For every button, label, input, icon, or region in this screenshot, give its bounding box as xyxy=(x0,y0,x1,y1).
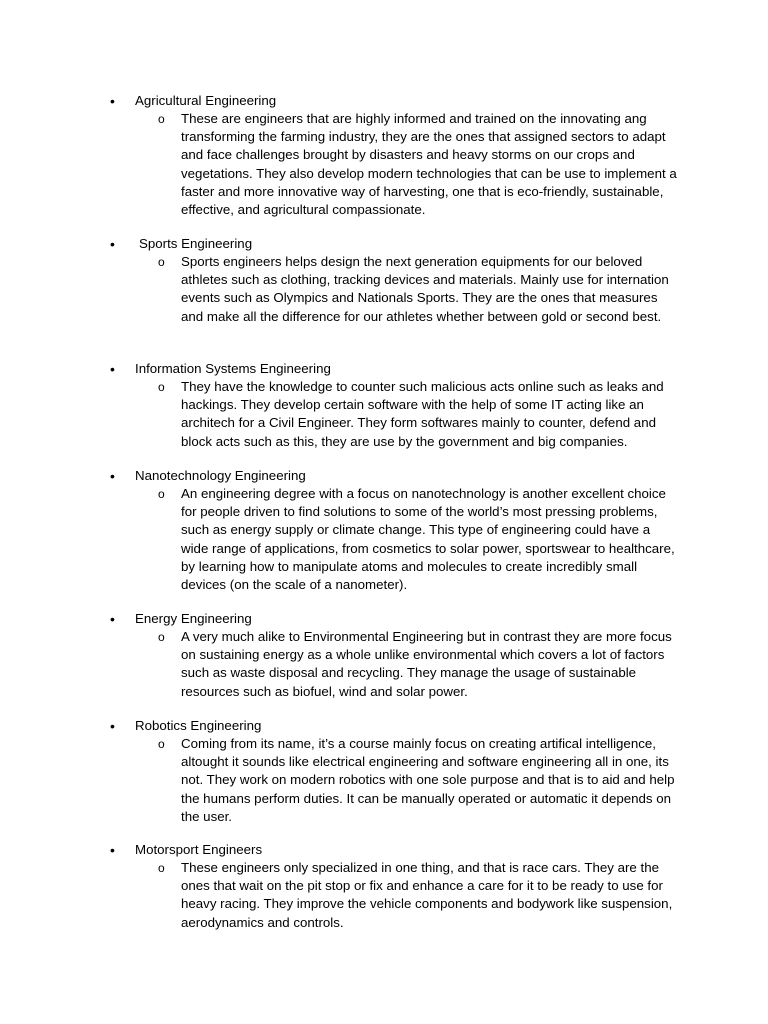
section-description: A very much alike to Environmental Engineering but in contrast they are more focus on sustaining energy as a whole unlike environmental which covers a lot of factors such as waste disposal and recycling. They manage the usage of sustainable resources such as biofuel, wind and solar power. xyxy=(181,629,672,699)
bullet-icon: • xyxy=(110,718,115,734)
sub-bullet-icon: o xyxy=(158,380,165,394)
section-heading: Motorsport Engineers xyxy=(135,842,263,857)
section-description: An engineering degree with a focus on nanotechnology is another excellent choice for people driven to find solutions to some of the world’s most pressing problems, such as energy supply or climate change. This type of engineering could have a wide range of applications, from cosmetics to solar power, sportswear to healthcare, by learning how to manipulate atoms and molecules to create incredibly small devices (on the scale of a nanometer). xyxy=(181,486,675,593)
section-description: These are engineers that are highly informed and trained on the innovating ang transforming the farming industry, they are the ones that assigned sectors to adapt and face challenges brought by disasters and heavy storms on our crops and vegetations. They also develop modern technologies that can be use to implement a faster and more innovative way of harvesting, one that is eco-friendly, sustainable, effective, and agricultural compassionate. xyxy=(181,111,677,218)
section-description: They have the knowledge to counter such malicious acts online such as leaks and hackings. They develop certain software with the help of some IT acting like an architech for a Civil Engineer. They form softwares mainly to counter, defend and block acts such as this, they are use by the government and big companies. xyxy=(181,379,664,449)
sub-bullet-icon: o xyxy=(158,487,165,501)
section-heading: Nanotechnology Engineering xyxy=(135,468,306,483)
sub-bullet-icon: o xyxy=(158,630,165,644)
bullet-icon: • xyxy=(110,468,115,484)
bullet-icon: • xyxy=(110,236,115,252)
section-heading: Information Systems Engineering xyxy=(135,361,331,376)
section-description: These engineers only specialized in one thing, and that is race cars. They are the ones that wait on the pit stop or fix and enhance a care for it to be ready to use for heavy racing. They improve the vehicle components and bodywork like suspension, aerodynamics and controls. xyxy=(181,860,673,930)
section-heading: Sports Engineering xyxy=(139,236,253,251)
section-heading: Robotics Engineering xyxy=(135,718,262,733)
sub-bullet-icon: o xyxy=(158,255,165,269)
bullet-icon: • xyxy=(110,611,115,627)
section-description: Sports engineers helps design the next generation equipments for our beloved athletes such as clothing, tracking devices and materials. Mainly use for internation events such as Olympics and Nationals Sports. They are the ones that measures and make all the difference for our athletes whether between gold or second best. xyxy=(181,254,669,324)
sub-bullet-icon: o xyxy=(158,737,165,751)
sub-bullet-icon: o xyxy=(158,861,165,875)
section-description: Coming from its name, it’s a course mainly focus on creating artifical intelligence, altought it sounds like electrical engineering and software engineering all in one, its not. They work on modern robotics with one sole purpose and that is to aid and help the humans perform duties. It can be manually operated or automatic it depends on the user. xyxy=(181,736,675,824)
bullet-icon: • xyxy=(110,842,115,858)
bullet-icon: • xyxy=(110,361,115,377)
section-heading: Energy Engineering xyxy=(135,611,252,626)
section-heading: Agricultural Engineering xyxy=(135,93,277,108)
sub-bullet-icon: o xyxy=(158,112,165,126)
bullet-icon: • xyxy=(110,93,115,109)
